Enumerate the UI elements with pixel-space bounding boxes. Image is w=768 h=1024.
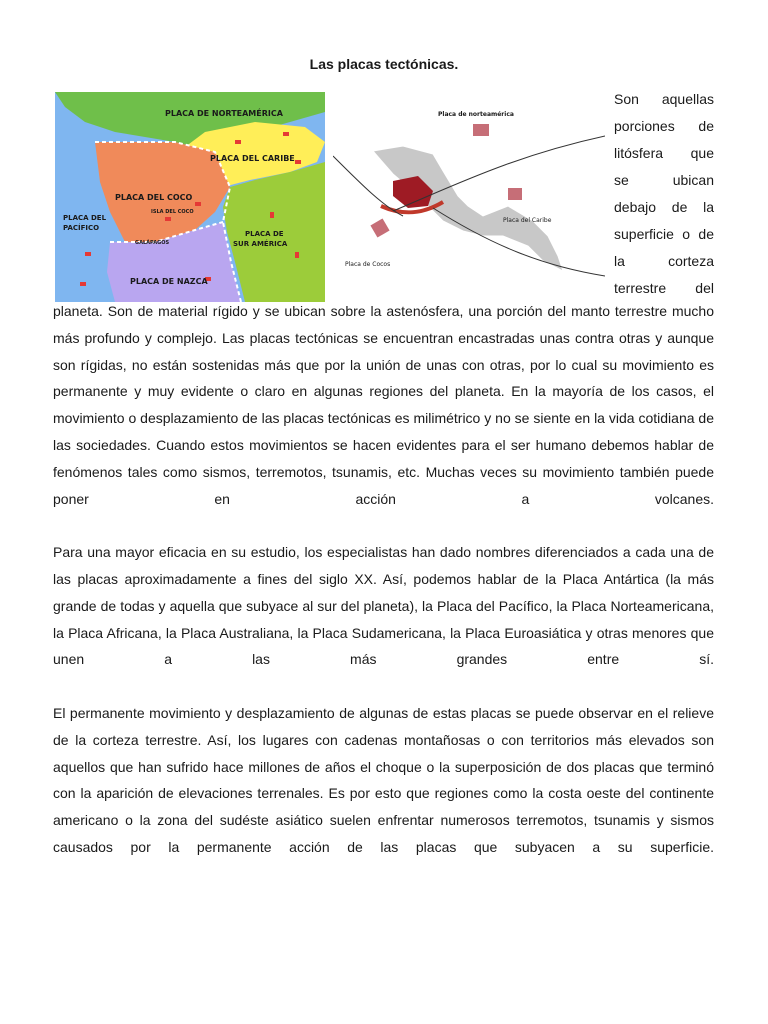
intro-line: terrestre del <box>614 280 714 296</box>
plate-marker <box>473 124 489 136</box>
intro-text-column <box>614 86 714 302</box>
document-body <box>53 298 714 861</box>
intro-line: Son aquellas <box>614 91 714 107</box>
arrow-marker <box>295 160 301 164</box>
label-cocos-plate: PLACA DEL COCO <box>115 193 193 202</box>
label-nazca-plate: PLACA DE NAZCA <box>130 277 208 286</box>
tectonic-plates-map-color <box>55 92 325 302</box>
arrow-marker <box>270 212 274 218</box>
arrow-marker <box>165 217 171 221</box>
label-pacific-plate-line1: PLACA DEL <box>63 214 107 222</box>
paragraph-3: El permanente movimiento y desplazamiento de algunas de estas placas se puede observar en el relieve de la corteza terrestre. Así, los lugares con cadenas montañosas o con territorios más elevados son aquellos que han sufrido hace millones de años el choque o la superposición de dos placas que terminó con la aparición de elevaciones terrenales. Es por esto que regiones como la costa oeste del continente americano o la zona del sudéste asiático suelen enfrentar numerosos terremotos, tsunamis y sismos causados por la permanente acción de las placas que subyacen a su superficie. <box>53 704 714 855</box>
label-caribbean-plate: Placa del Caribe <box>503 217 552 224</box>
intro-line: litósfera que <box>614 145 714 161</box>
intro-line: se ubican <box>614 172 714 188</box>
paragraph-1: planeta. Son de material rígido y se ubican sobre la astenósfera, una porción del manto terrestre mucho más profundo y complejo. Las placas tectónicas se encuentran encastradas unas contra otras y aunque son rígidas, no están sostenidas más que por la unión de unas con otras, por lo cual su movimiento es permanente y muy evidente o claro en algunas regiones del planeta. En la mayoría de los casos, el movimiento o desplazamiento de las placas tectónicas es milimétrico y no se siente en la vida cotidiana de las sociedades. Cuando estos movimientos se hacen evidentes para el ser humano debemos hablar de fenómenos tales como sismos, terremotos, tsunamis, etc. Muchas veces su movimiento también puede poner en acción a volcanes. <box>53 303 714 507</box>
paragraph-2: Para una mayor eficacia en su estudio, los especialistas han dado nombres diferenciados a cada una de las placas aproximadamente a fines del siglo XX. Así, podemos hablar de la Placa Antártica (la más grande de todas y aquella que subyace al sur del planeta), la Placa del Pacífico, la Placa Norteamericana, la Placa Africana, la Placa Australiana, la Placa Sudamericana, la Placa Euroasiática y otras menores que unen a las más grandes entre sí. <box>53 544 714 668</box>
intro-line: porciones de <box>614 118 714 134</box>
intro-line: la corteza <box>614 253 714 269</box>
arrow-marker <box>195 202 201 206</box>
label-caribbean-plate: PLACA DEL CARIBE <box>210 154 295 163</box>
label-south-america-plate-line1: PLACA DE <box>245 230 284 238</box>
tectonic-plates-map-grey <box>333 96 605 296</box>
arrow-marker <box>235 140 241 144</box>
arrow-marker <box>283 132 289 136</box>
arrow-marker <box>295 252 299 258</box>
label-north-america-plate: Placa de norteamérica <box>438 111 514 118</box>
document-title: Las placas tectónicas. <box>309 56 459 72</box>
arrow-marker <box>85 252 91 256</box>
label-south-america-plate-line2: SUR AMÉRICA <box>233 240 288 248</box>
intro-line: superficie o de <box>614 226 714 242</box>
label-galapagos: GALÁPAGOS <box>135 240 170 246</box>
arrow-marker <box>80 282 86 286</box>
label-cocos-island: ISLA DEL COCO <box>151 209 194 215</box>
intro-line: debajo de la <box>614 199 714 215</box>
label-north-america-plate: PLACA DE NORTEAMÉRICA <box>165 109 283 118</box>
plate-marker <box>508 188 522 200</box>
label-pacific-plate-line2: PACÍFICO <box>63 224 100 232</box>
label-cocos-plate: Placa de Cocos <box>345 261 391 268</box>
